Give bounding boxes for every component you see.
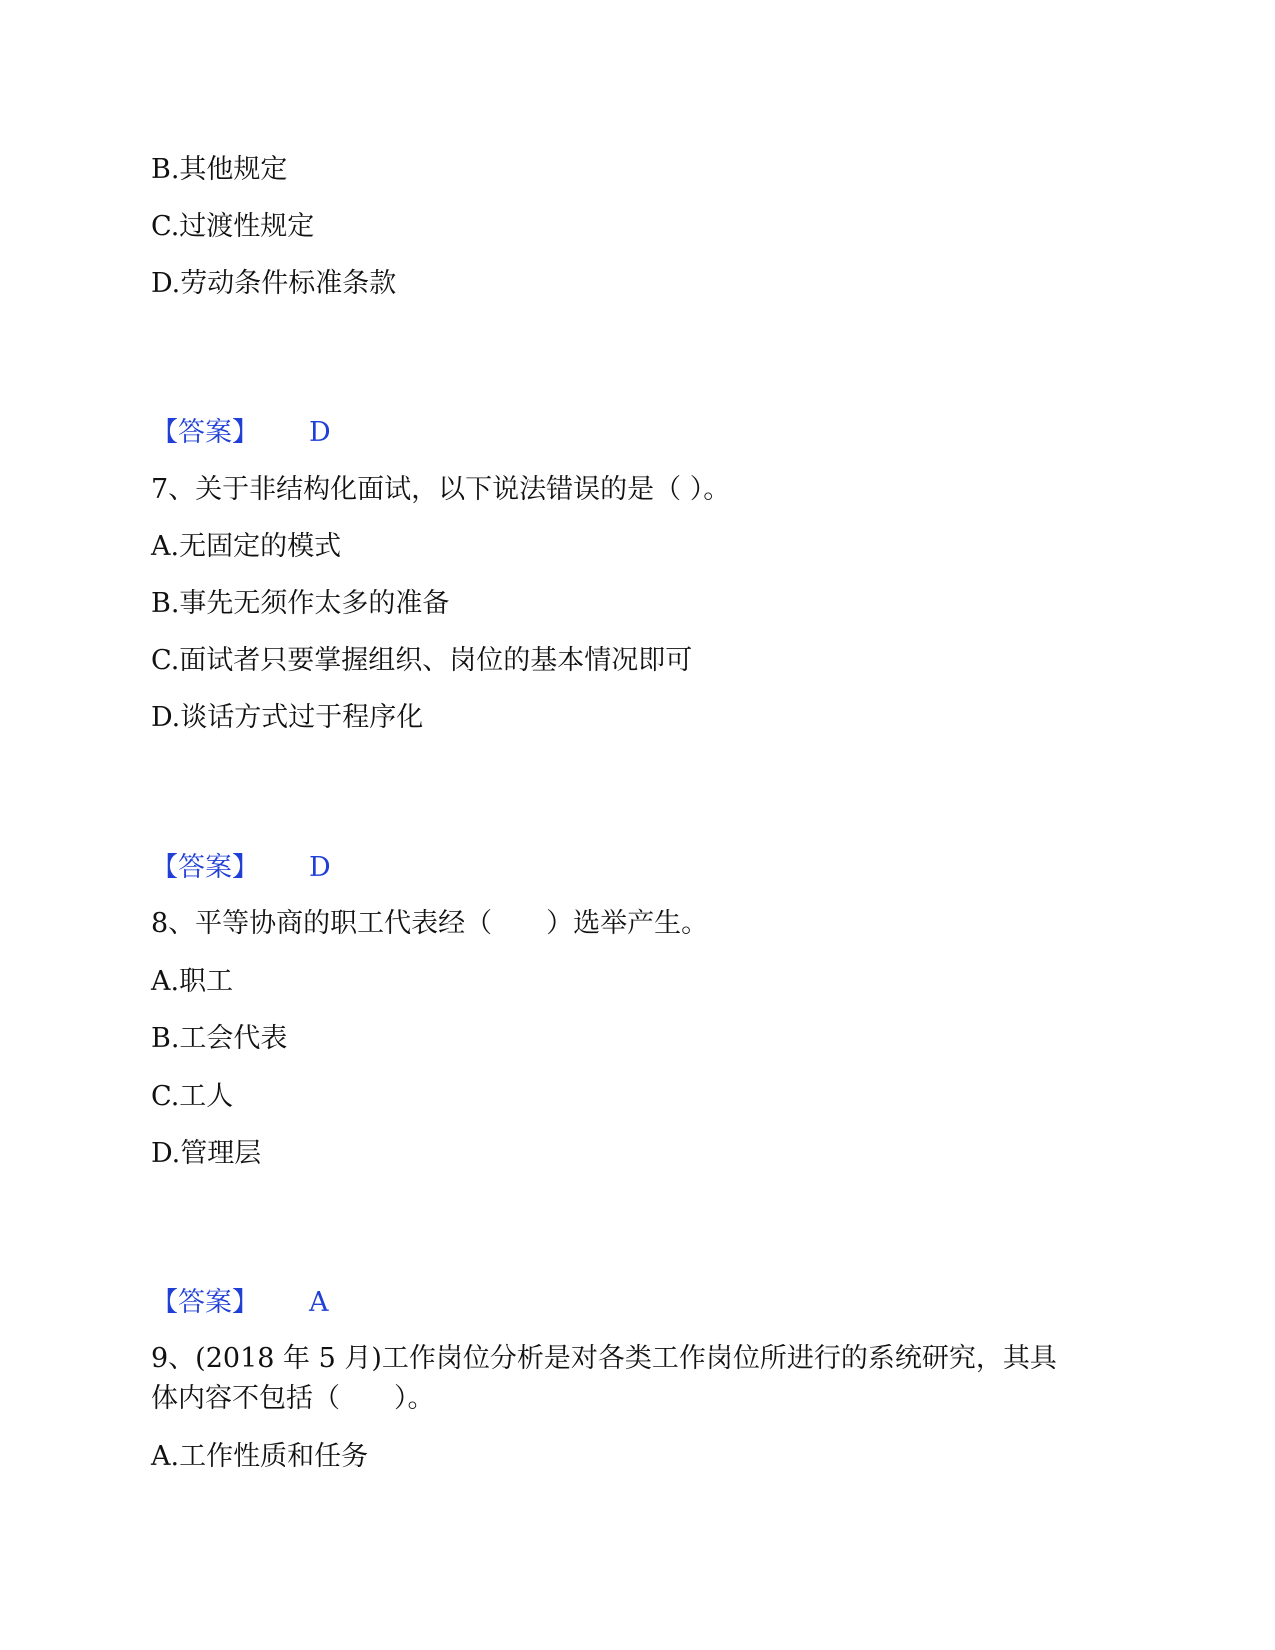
option-b: B.工会代表	[151, 1023, 288, 1054]
question-text-line-2: 体内容不包括（ ）。	[151, 1383, 435, 1414]
option-d: D.劳动条件标准条款	[151, 268, 397, 299]
answer-line	[151, 1286, 329, 1320]
answer-line	[151, 851, 331, 885]
option-c: C.面试者只要掌握组织、岗位的基本情况即可	[151, 645, 693, 676]
option-c: C.工人	[151, 1081, 234, 1112]
option-a: A.无固定的模式	[151, 531, 342, 562]
option-a: A.职工	[151, 966, 234, 997]
question-text-line-1: 9、(2018 年 5 月)工作岗位分析是对各类工作岗位所进行的系统研究，其具	[151, 1343, 1057, 1374]
answer-label: 【答案】	[151, 417, 259, 448]
answer-label: 【答案】	[151, 1287, 259, 1318]
option-b: B.其他规定	[151, 154, 288, 185]
answer-line	[151, 416, 331, 450]
answer-value: A	[309, 1287, 329, 1318]
option-b: B.事先无须作太多的准备	[151, 588, 450, 619]
question-text: 7、关于非结构化面试，以下说法错误的是（ ）。	[151, 474, 731, 505]
answer-value: D	[309, 417, 331, 448]
option-d: D.谈话方式过于程序化	[151, 702, 424, 733]
option-a: A.工作性质和任务	[151, 1441, 369, 1472]
answer-label: 【答案】	[151, 852, 259, 883]
option-c: C.过渡性规定	[151, 211, 315, 242]
option-d: D.管理层	[151, 1138, 262, 1169]
answer-value: D	[309, 852, 331, 883]
question-text: 8、平等协商的职工代表经（ ）选举产生。	[151, 908, 709, 939]
